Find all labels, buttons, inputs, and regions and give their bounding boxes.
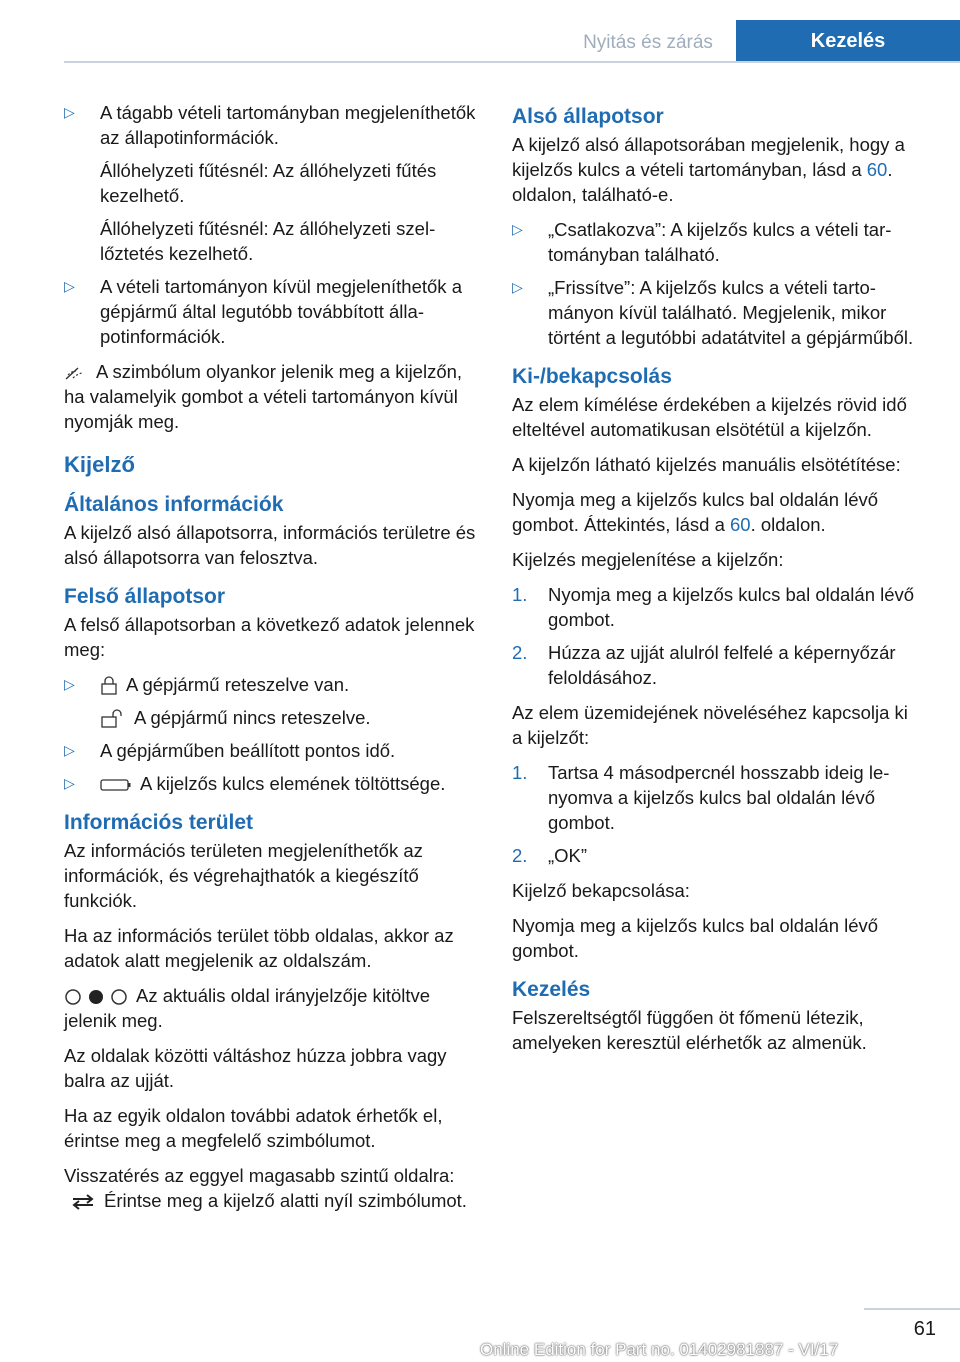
- heading-felso: Felső állapotsor: [64, 585, 226, 608]
- numbered-list: [512, 760, 920, 868]
- heading-ki-be: Ki-/bekapcsolás: [512, 365, 672, 388]
- list-item: 2. Húzza az ujját alulról felfelé a képernyőzár feloldásához.: [512, 642, 896, 688]
- edition-watermark: Online Edition for Part no. 01402981887 - VI/17: [480, 1340, 839, 1359]
- triangle-bullet-icon: ▷: [64, 676, 75, 692]
- triangle-bullet-icon: ▷: [512, 221, 523, 237]
- paragraph: Az információs területen megjeleníthetők az információk, és végrehajthatók a kiegészítő funkciók.: [64, 840, 423, 911]
- list-item: ▷ A tágabb vételi tartományban megjeleníthetők az állapotinformációk. Állóhelyzeti fűtésnél: Az állóhelyzeti fűtés kezelhető. Állóhelyzeti fűtésnél: Az állóhelyzeti szellőztetés kezelhető.: [64, 102, 476, 264]
- triangle-bullet-icon: ▷: [64, 104, 75, 120]
- paragraph: Az oldalak közötti váltáshoz húzza jobbra vagy balra az ujját.: [64, 1045, 447, 1091]
- paragraph: A kijelzőn látható kijelzés manuális elsötétítése:: [512, 454, 901, 475]
- page-header: [0, 0, 960, 62]
- header-rule: [64, 61, 960, 63]
- paragraph: Kijelzés megjelenítése a kijelzőn:: [512, 549, 784, 570]
- page-reference-link[interactable]: 60: [730, 514, 751, 535]
- paragraph: Az aktuális oldal irányjelzője kitöltve jelenik meg.: [64, 985, 431, 1031]
- page-indicator-icon: [64, 987, 128, 1007]
- right-column: [512, 100, 920, 1065]
- heading-altalanos: Általános információk: [64, 493, 284, 516]
- paragraph: Ha az információs terület több oldalas, akkor az adatok alatt megjelenik az oldalszám.: [64, 925, 454, 971]
- header-tab: Kezelés: [736, 20, 960, 62]
- paragraph: Felszereltségtől függően öt főmenü létezik, amelyeken keresztül elérhetők az almenük.: [512, 1007, 867, 1053]
- symbol-note: A szimbólum olyankor jelenik meg a kijelzőn, ha valamelyik gombot a vételi tartományon kívül nyomják meg.: [64, 361, 463, 432]
- list-item: ▷ A kijelzős kulcs elemének töltöttsége.: [64, 773, 446, 794]
- triangle-bullet-icon: ▷: [64, 742, 75, 758]
- heading-also: Alsó állapotsor: [512, 105, 664, 128]
- back-arrow-icon: [70, 1194, 96, 1210]
- list-item: 1. Tartsa 4 másodpercnél hosszabb ideig lenyomva a kijelzős kulcs bal oldalán lévő gombot.: [512, 762, 890, 833]
- no-signal-icon: [64, 365, 88, 381]
- paragraph: Visszatérés az eggyel magasabb szintű oldalra: Érintse meg a kijelző alatti nyíl szimbólumot.: [64, 1165, 467, 1211]
- heading-kijelzo: Kijelző: [64, 452, 135, 477]
- list-item: ▷ A vételi tartományon kívül megjeleníthetők a gépjármű által legutóbb továbbított állapotinformációk.: [64, 276, 462, 347]
- footer-rule: [864, 1308, 960, 1310]
- page-number: 61: [913, 1318, 936, 1340]
- triangle-bullet-icon: ▷: [64, 775, 75, 791]
- left-column: [64, 100, 480, 1223]
- bottom-bar-list: [512, 217, 920, 350]
- numbered-list: [512, 582, 920, 690]
- top-bar-list: [64, 672, 480, 796]
- paragraph: A felső állapotsorban a következő adatok jelennek meg:: [64, 614, 475, 660]
- heading-kezeles: Kezelés: [512, 978, 591, 1001]
- triangle-bullet-icon: ▷: [64, 278, 75, 294]
- list-item: 2. „OK”: [512, 845, 588, 866]
- header-section: Nyitás és zárás: [583, 32, 713, 53]
- paragraph: Az elem üzemidejének növeléséhez kapcsolja ki a kijelzőt:: [512, 702, 908, 748]
- paragraph: Az elem kímélése érdekében a kijelzés rövid idő elteltével automatikusan elsötétül a kijelzőn.: [512, 394, 907, 440]
- paragraph: Nyomja meg a kijelzős kulcs bal oldalán lévő gombot. Áttekintés, lásd a 60. oldalon.: [512, 489, 879, 535]
- paragraph: Ha az egyik oldalon további adatok érhetők el, érintse meg a megfelelő szimbólumot.: [64, 1105, 443, 1151]
- list-item: ▷ „Csatlakozva”: A kijelzős kulcs a vételi tartományban található.: [512, 219, 892, 265]
- page-reference-link[interactable]: 60: [866, 159, 888, 180]
- list-item: 1. Nyomja meg a kijelzős kulcs bal oldalán lévő gombot.: [512, 584, 915, 630]
- paragraph: A kijelző alsó állapotsorában megjelenik, hogy a kijelzős kulcs a vételi tartományban, lásd a 60. oldalon, található-e.: [512, 134, 905, 205]
- car-unlocked-icon: [100, 709, 126, 729]
- list-item: ▷ A gépjármű reteszelve van. A gépjármű nincs reteszelve.: [64, 674, 371, 728]
- paragraph: A kijelző alsó állapotsorra, információs területre és alsó állapotsorra van felosztva.: [64, 522, 476, 568]
- list-item: ▷ „Frissítve”: A kijelzős kulcs a vételi tartományon kívül található. Megjelenik, mikor történt a legutóbbi adatátvitel a gépjárműből.: [512, 277, 914, 348]
- car-locked-icon: [100, 676, 118, 696]
- paragraph: Kijelző bekapcsolása:: [512, 880, 690, 901]
- paragraph: Nyomja meg a kijelzős kulcs bal oldalán lévő gombot.: [512, 915, 879, 961]
- battery-icon: [100, 778, 132, 792]
- status-list: [64, 100, 480, 349]
- heading-info: Információs terület: [64, 811, 254, 834]
- triangle-bullet-icon: ▷: [512, 279, 523, 295]
- list-item: ▷ A gépjárműben beállított pontos idő.: [64, 740, 396, 761]
